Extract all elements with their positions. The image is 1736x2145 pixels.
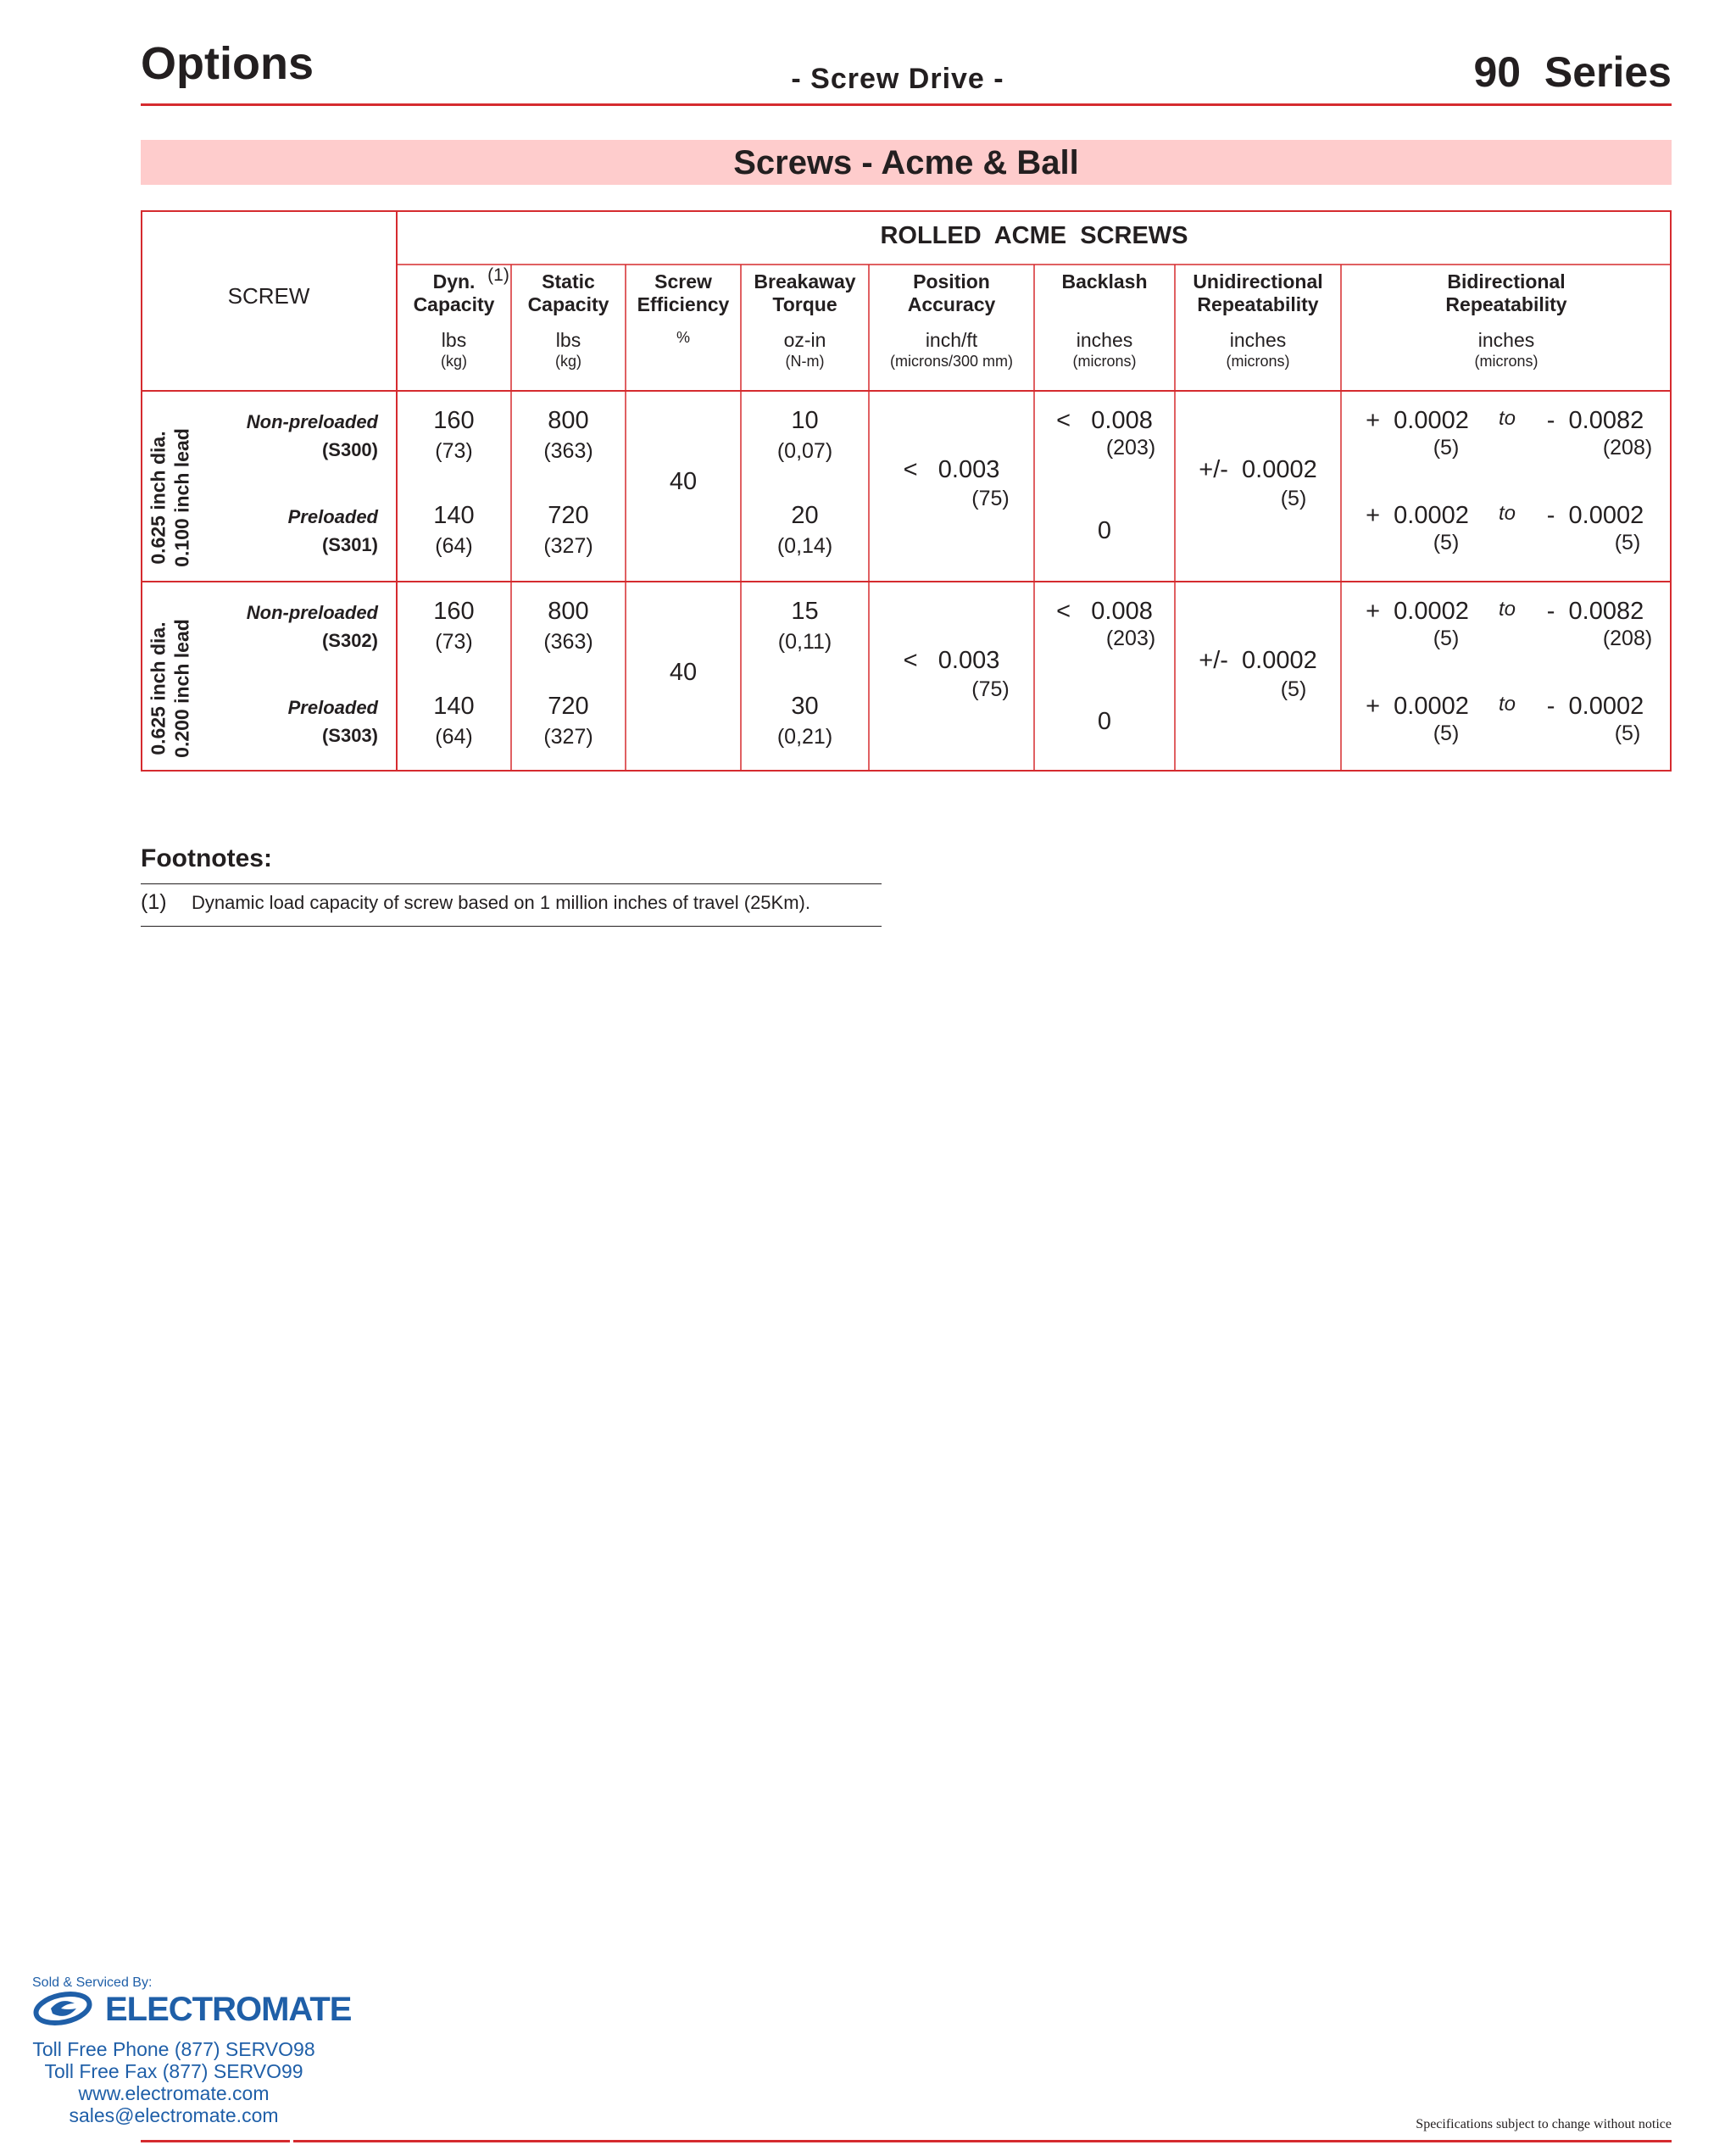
col-torque-line2: Torque bbox=[772, 293, 837, 315]
sold-by-label: Sold & Serviced By: bbox=[32, 1975, 153, 1990]
col-torque-line1: Breakaway bbox=[754, 270, 856, 292]
breakaway-torque: 20 bbox=[791, 502, 819, 529]
col-pos-line1: Position bbox=[913, 270, 990, 292]
static-capacity-kg: (363) bbox=[543, 630, 593, 654]
static-capacity-kg: (327) bbox=[543, 725, 593, 749]
footnotes-title: Footnotes: bbox=[141, 844, 272, 872]
col-static-unit: lbs bbox=[555, 329, 581, 351]
row-code: (S301) bbox=[321, 534, 378, 555]
col-dyn-line1: Dyn. bbox=[432, 270, 476, 292]
footnote-ref: (1) bbox=[487, 265, 509, 285]
col-static-line1: Static bbox=[542, 270, 595, 292]
screw-efficiency: 40 bbox=[669, 468, 698, 495]
breakaway-torque-nm: (0,21) bbox=[776, 725, 833, 749]
breakaway-torque: 15 bbox=[791, 598, 819, 625]
footnotes-rule bbox=[141, 883, 882, 884]
footer-note: Specifications subject to change without notice bbox=[1416, 2117, 1672, 2131]
col-static-line2: Capacity bbox=[527, 293, 609, 315]
footnote-text: Dynamic load capacity of screw based on 1 million inches of travel (25Km). bbox=[192, 892, 810, 913]
bidirectional-plus-sub: (5) bbox=[1433, 722, 1460, 745]
backlash-sub: (203) bbox=[1105, 627, 1156, 650]
screw-header: SCREW bbox=[227, 283, 310, 309]
row-code: (S302) bbox=[321, 630, 378, 651]
bidirectional-to: to bbox=[1498, 502, 1516, 525]
col-dyn-line2: Capacity bbox=[413, 293, 495, 315]
col-bi-line1: Bidirectional bbox=[1447, 270, 1566, 292]
bidirectional-minus-sub: (208) bbox=[1602, 436, 1653, 460]
bidirectional-minus-sub: (5) bbox=[1614, 531, 1641, 554]
dyn-capacity-kg: (64) bbox=[435, 725, 473, 749]
page-subtitle: - Screw Drive - bbox=[791, 63, 1004, 95]
row-code: (S300) bbox=[321, 439, 378, 460]
bidirectional-minus: - 0.0002 bbox=[1546, 693, 1644, 720]
footer-rule bbox=[293, 2140, 1672, 2142]
screw-size-label: 0.625 inch dia. 0.100 inch lead bbox=[147, 428, 193, 567]
bidirectional-plus-sub: (5) bbox=[1433, 627, 1460, 650]
col-dyn-unit: lbs bbox=[441, 329, 467, 351]
col-torque-unit: oz-in bbox=[783, 329, 826, 351]
series-label: 90 Series bbox=[1473, 48, 1672, 96]
contact-phone: Toll Free Phone (877) SERVO98 bbox=[32, 2038, 315, 2060]
bidirectional-to: to bbox=[1498, 407, 1516, 430]
unidirectional-repeatability: +/- 0.0002 bbox=[1199, 456, 1317, 483]
col-uni-line2: Repeatability bbox=[1197, 293, 1319, 315]
unidirectional-repeatability-sub: (5) bbox=[1280, 487, 1307, 510]
backlash-sub: (203) bbox=[1105, 436, 1156, 460]
static-capacity-kg: (363) bbox=[543, 439, 593, 463]
static-capacity-kg: (327) bbox=[543, 534, 593, 558]
bidirectional-plus: + 0.0002 bbox=[1366, 598, 1469, 625]
bidirectional-plus: + 0.0002 bbox=[1366, 693, 1469, 720]
row-label: Non-preloaded bbox=[246, 411, 378, 432]
backlash-value: < 0.008 bbox=[1056, 598, 1153, 625]
col-pos-unit2: (microns/300 mm) bbox=[889, 353, 1014, 370]
row-label: Preloaded bbox=[287, 506, 378, 527]
breakaway-torque-nm: (0,07) bbox=[776, 439, 833, 463]
screw-efficiency: 40 bbox=[669, 659, 698, 686]
breakaway-torque: 10 bbox=[791, 407, 819, 434]
brand-name: ELECTROMATE bbox=[105, 1991, 352, 2028]
backlash-value: 0 bbox=[1097, 708, 1112, 735]
section-title: Screws - Acme & Ball bbox=[733, 144, 1079, 181]
dyn-capacity: 160 bbox=[433, 598, 475, 625]
unidirectional-repeatability: +/- 0.0002 bbox=[1199, 647, 1317, 674]
footnote-number: (1) bbox=[141, 890, 167, 914]
row-label: Non-preloaded bbox=[246, 602, 378, 623]
contact-fax: Toll Free Fax (877) SERVO99 bbox=[44, 2060, 303, 2082]
col-bi-unit2: (microns) bbox=[1474, 353, 1538, 370]
col-eff-unit: % bbox=[676, 329, 690, 346]
dyn-capacity: 160 bbox=[433, 407, 475, 434]
bidirectional-minus-sub: (208) bbox=[1602, 627, 1653, 650]
electromate-logo-icon bbox=[32, 1988, 100, 2031]
col-eff-line2: Efficiency bbox=[637, 293, 730, 315]
breakaway-torque-nm: (0,14) bbox=[776, 534, 833, 558]
col-static-unit2: (kg) bbox=[555, 353, 581, 370]
col-backlash-unit2: (microns) bbox=[1072, 353, 1137, 370]
bidirectional-plus: + 0.0002 bbox=[1366, 407, 1469, 434]
col-backlash-line1: Backlash bbox=[1061, 270, 1148, 292]
unidirectional-repeatability-sub: (5) bbox=[1280, 677, 1307, 701]
row-code: (S303) bbox=[321, 725, 378, 746]
static-capacity: 720 bbox=[548, 502, 589, 529]
col-bi-unit: inches bbox=[1477, 329, 1535, 351]
dyn-capacity-kg: (73) bbox=[435, 630, 473, 654]
backlash-value: 0 bbox=[1097, 517, 1112, 544]
position-accuracy-sub: (75) bbox=[971, 487, 1010, 510]
breakaway-torque: 30 bbox=[791, 693, 819, 720]
bidirectional-minus: - 0.0082 bbox=[1546, 598, 1644, 625]
bidirectional-minus: - 0.0002 bbox=[1546, 502, 1644, 529]
bidirectional-plus: + 0.0002 bbox=[1366, 502, 1469, 529]
col-uni-unit2: (microns) bbox=[1226, 353, 1290, 370]
dyn-capacity-kg: (73) bbox=[435, 439, 473, 463]
bidirectional-minus: - 0.0082 bbox=[1546, 407, 1644, 434]
bidirectional-plus-sub: (5) bbox=[1433, 531, 1460, 554]
col-dyn-unit2: (kg) bbox=[441, 353, 467, 370]
bidirectional-plus-sub: (5) bbox=[1433, 436, 1460, 460]
contact-email[interactable]: sales@electromate.com bbox=[69, 2104, 279, 2126]
breakaway-torque-nm: (0,11) bbox=[777, 630, 832, 654]
col-bi-line2: Repeatability bbox=[1445, 293, 1567, 315]
col-eff-line1: Screw bbox=[654, 270, 712, 292]
col-backlash-unit: inches bbox=[1076, 329, 1133, 351]
dyn-capacity-kg: (64) bbox=[435, 534, 473, 558]
dyn-capacity: 140 bbox=[433, 693, 475, 720]
row-label: Preloaded bbox=[287, 697, 378, 718]
footer-rule bbox=[141, 2140, 290, 2142]
page-title: Options bbox=[141, 38, 314, 89]
col-pos-unit: inch/ft bbox=[925, 329, 978, 351]
col-uni-line1: Unidirectional bbox=[1193, 270, 1323, 292]
col-torque-unit2: (N-m) bbox=[785, 353, 825, 370]
backlash-value: < 0.008 bbox=[1056, 407, 1153, 434]
position-accuracy-sub: (75) bbox=[971, 677, 1010, 701]
position-accuracy: < 0.003 bbox=[903, 647, 1000, 674]
dyn-capacity: 140 bbox=[433, 502, 475, 529]
header-rule bbox=[141, 103, 1672, 106]
static-capacity: 720 bbox=[548, 693, 589, 720]
static-capacity: 800 bbox=[548, 598, 589, 625]
bidirectional-to: to bbox=[1498, 598, 1516, 621]
bidirectional-to: to bbox=[1498, 693, 1516, 716]
group-header: ROLLED ACME SCREWS bbox=[880, 222, 1188, 249]
static-capacity: 800 bbox=[548, 407, 589, 434]
spec-table bbox=[141, 210, 1672, 772]
screw-size-label: 0.625 inch dia. 0.200 inch lead bbox=[147, 619, 193, 758]
col-uni-unit: inches bbox=[1229, 329, 1287, 351]
col-pos-line2: Accuracy bbox=[907, 293, 996, 315]
footnotes-rule bbox=[141, 926, 882, 927]
position-accuracy: < 0.003 bbox=[903, 456, 1000, 483]
contact-website[interactable]: www.electromate.com bbox=[78, 2082, 270, 2104]
bidirectional-minus-sub: (5) bbox=[1614, 722, 1641, 745]
